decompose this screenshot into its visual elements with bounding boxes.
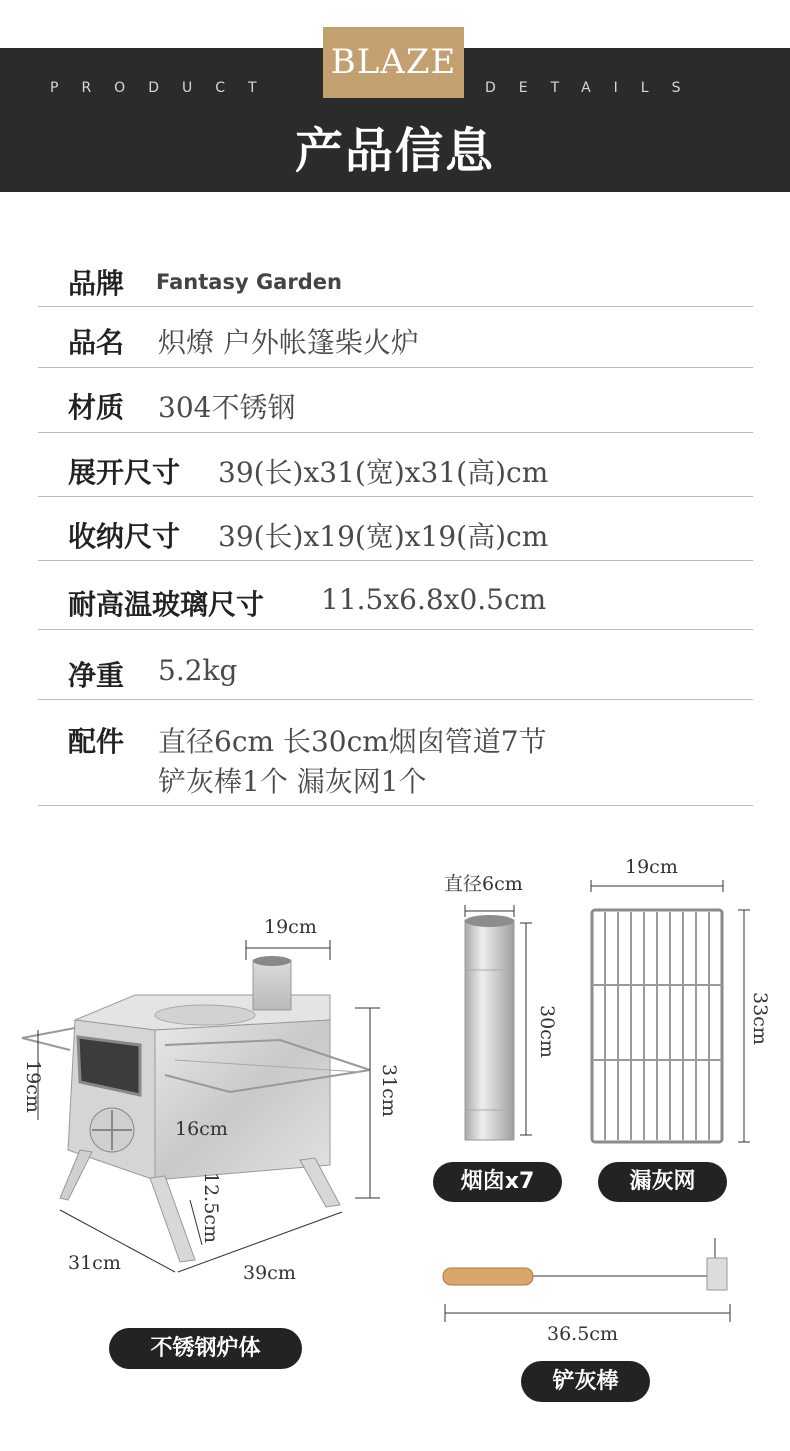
spec-row-brand (38, 252, 753, 307)
spec-value: 39(长)x19(宽)x19(高)cm (218, 520, 549, 553)
ash-grate-illustration (578, 872, 758, 1152)
spec-value: 5.2kg (158, 654, 238, 687)
spec-label: 净重 (68, 659, 125, 692)
spec-row-name (38, 307, 753, 368)
chimney-dim-length: 30cm (536, 1005, 558, 1058)
grate-dim-height: 33cm (749, 992, 771, 1045)
spec-label: 品牌 (68, 267, 125, 300)
spec-label: 展开尺寸 (68, 456, 181, 489)
stove-caption-pill: 不锈钢炉体 (109, 1328, 302, 1369)
spec-row-packed-size (38, 497, 753, 561)
chimney-caption-pill: 烟囱x7 (433, 1162, 562, 1202)
spec-value: 直径6cm 长30cm烟囱管道7节 (158, 725, 547, 758)
spec-row-material (38, 368, 753, 433)
spec-row-open-size (38, 433, 753, 497)
chimney-dim-diameter: 直径6cm (444, 873, 523, 895)
page-title: 产品信息 (294, 123, 495, 179)
spec-label: 耐高温玻璃尺寸 (68, 588, 265, 621)
spec-value: 39(长)x31(宽)x31(高)cm (218, 456, 549, 489)
spec-row-weight (38, 630, 753, 700)
stove-dim-left: 19cm (22, 1060, 44, 1113)
spec-row-glass-size (38, 561, 753, 630)
spec-value: 304不锈钢 (158, 391, 296, 424)
grate-dim-width: 19cm (625, 856, 678, 878)
stove-dim-inner: 16cm (175, 1118, 228, 1140)
poker-illustration (430, 1230, 750, 1330)
spec-value: Fantasy Garden (156, 270, 342, 294)
spec-label: 配件 (68, 725, 125, 758)
stove-dim-depth: 31cm (68, 1252, 121, 1274)
grate-caption-pill: 漏灰网 (598, 1162, 727, 1202)
spec-label: 品名 (68, 326, 125, 359)
brand-logo-box: BLAZE (323, 27, 464, 98)
details-caption: DETAILS (485, 80, 704, 96)
stove-dim-right: 31cm (378, 1064, 400, 1117)
poker-dim-length: 36.5cm (547, 1323, 618, 1345)
stove-dim-top: 19cm (264, 916, 317, 938)
chimney-illustration (440, 895, 550, 1155)
spec-row-accessories (38, 700, 753, 806)
product-caption: PRODUCT (50, 80, 280, 96)
spec-label: 收纳尺寸 (68, 520, 181, 553)
poker-caption-pill: 铲灰棒 (521, 1361, 650, 1402)
stove-dim-length: 39cm (243, 1262, 296, 1284)
stove-dim-leg: 12.5cm (200, 1172, 222, 1243)
spec-value: 炽燎 户外帐篷柴火炉 (158, 326, 419, 359)
spec-value: 11.5x6.8x0.5cm (321, 583, 547, 616)
spec-value: 铲灰棒1个 漏灰网1个 (158, 765, 427, 798)
spec-label: 材质 (68, 391, 125, 424)
